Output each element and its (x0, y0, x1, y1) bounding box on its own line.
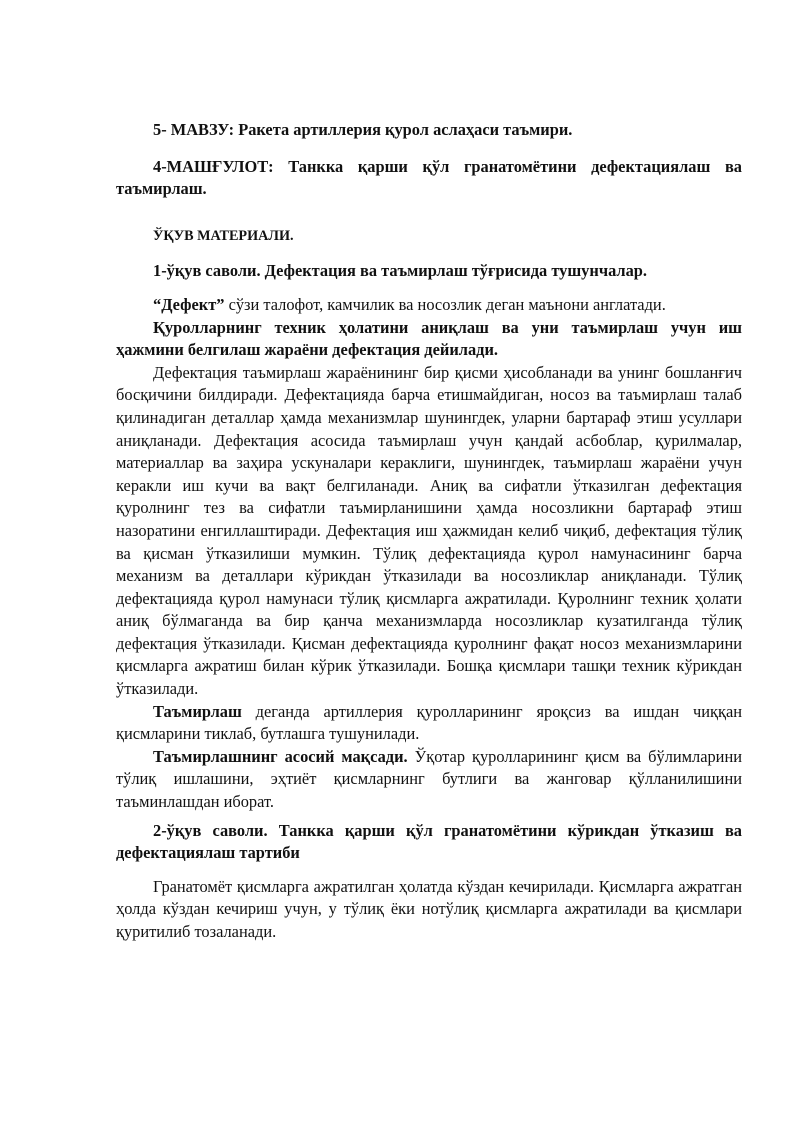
repair-goal-text: Ўқотар қуролларининг қисм ва бўлимларини тўлиқ ишлашини, эҳтиёт қисмларнинг бутлиги ва жанговар қўлланилишини таъминлашдан иборат. (116, 746, 742, 812)
repair-term-paragraph (116, 701, 742, 746)
repair-goal-term: Таъмирлашнинг асосий мақсади. (153, 746, 408, 766)
defect-definition-text: Қуролларнинг техник ҳолатини аниқлаш ва уни таъмирлаш учун иш ҳажмини белгилаш жараёни дефектация дейилади. (116, 317, 742, 360)
lesson-heading-text: 4-МАШҒУЛОТ: Танкка қарши қўл гранатомётини дефектациялаш ва таъмирлаш. (116, 156, 742, 199)
question-1-heading (116, 260, 742, 283)
document-page (116, 108, 742, 944)
defect-term-paragraph (116, 294, 742, 317)
question-1-text: 1-ўқув саволи. Дефектация ва таъмирлаш тўғрисида тушунчалар. (153, 261, 648, 281)
defect-term: “Дефект” (153, 294, 225, 314)
defect-term-text: сўзи талофот, камчилик ва носозлик деган маънони англатади. (224, 294, 666, 314)
topic-heading (116, 119, 742, 142)
lesson-heading (116, 156, 742, 201)
question-2-heading (116, 820, 742, 865)
repair-goal-paragraph (116, 746, 742, 814)
repair-term-text: деганда артиллерия қуролларининг яроқсиз ва ишдан чиққан қисмларини тиклаб, бутлашга тушунилади. (116, 701, 742, 744)
topic-heading-text: 5- МАВЗУ: Ракета артиллерия қурол аслаҳаси таъмири. (153, 120, 573, 139)
material-heading (116, 225, 742, 248)
last-paragraph: Гранатомёт қисмларга ажратилган ҳолатда кўздан кечирилади. Қисмларга ажратган ҳолда кўздан кечириш учун, у тўлиқ ёки нотўлиқ қисмларга ажратилади ва қисмлари қуритилиб тозаланади. (116, 876, 742, 941)
repair-term: Таъмирлаш (153, 701, 242, 721)
question-2-text: 2-ўқув саволи. Танкка қарши қўл гранатомётини кўрикдан ўтказиш ва дефектациялаш тартиби (116, 820, 742, 863)
defect-definition-paragraph (116, 317, 742, 362)
main-paragraph: Дефектация таъмирлаш жараёнининг бир қисми ҳисобланади ва унинг бошланғич босқичини билдиради. Дефектацияда барча етишмайдиган, носоз ва таъмирлаш талаб қилинадиган деталлар ҳамда механизмлар шунингдек, уларни бартараф этиш усуллари аниқланади. Дефектация асосида таъмирлаш учун қандай асбоблар, қурилмалар, материаллар ва заҳира ускуналари кераклиги, шунингдек, таъмирлаш жараёни учун керакли иш кучи ва вақт белгиланади. Аниқ ва сифатли ўтказилган дефектация қуролнинг тез ва сифатли таъмирланишини ҳамда носозликни бартараф этиш назоратини енгиллаштиради. Дефектация иш ҳажмидан келиб чиқиб, дефектация тўлиқ ва қисман ўтказилиши мумкин. Тўлиқ дефектацияда қурол намунасининг барча механизм ва деталлари кўрикдан ўтказилади ва носозликлар аниқланади. Тўлиқ дефектацияда қурол намунаси тўлиқ қисмларга ажратилади. Қуролнинг техник ҳолати аниқ бўлмаганда ва бир қанча механизмларда носозликлар кузатилганда тўлиқ дефектация ўтказилади. Қисман дефектацияда қуролнинг фақат носоз механизмларини қисмларга ажратиш билан кўрик ўтказилади. Бошқа қисмлари ташқи техник кўрикдан ўтказилади. (116, 362, 742, 699)
material-heading-text: ЎҚУВ МАТЕРИАЛИ. (153, 227, 294, 244)
